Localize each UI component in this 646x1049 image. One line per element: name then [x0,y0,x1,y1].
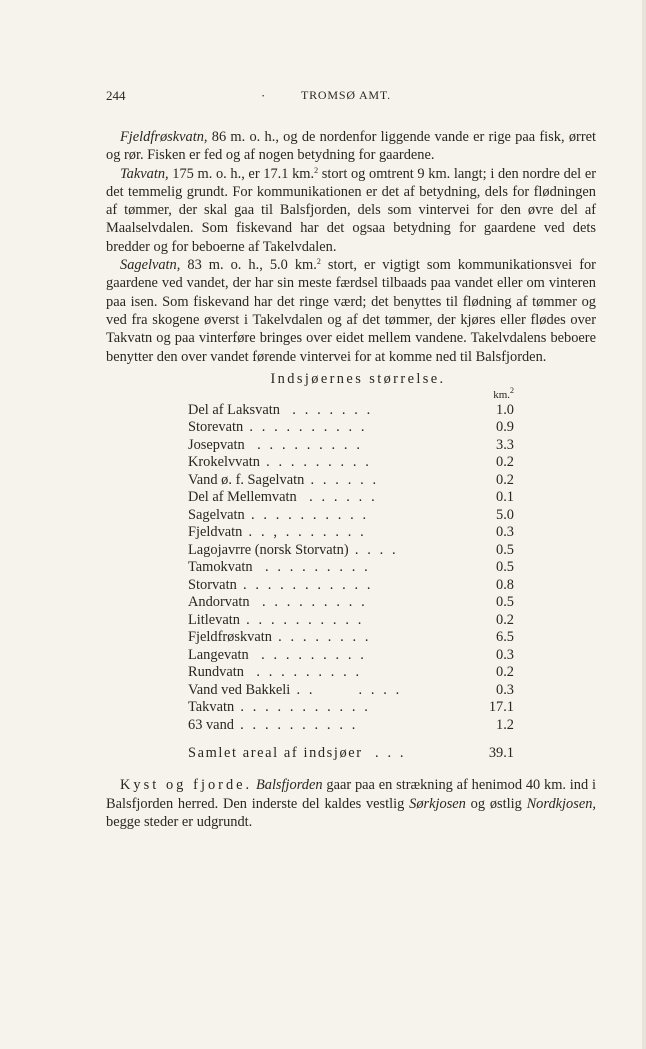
area-value: 1.2 [496,716,514,733]
lake-name-cell [188,682,474,700]
running-title: TROMSØ AMT. [301,88,391,102]
area-value: 0.1 [496,489,514,506]
page [106,88,596,831]
table-row [188,717,514,735]
table-row [188,682,514,700]
unit-row [188,388,514,402]
lake-name: Takvatn [188,699,235,716]
table-row [188,594,514,612]
superscript: 2 [314,165,319,175]
table-row [188,542,514,560]
dot-leader: . . . . . . . . . . . [236,576,374,593]
lake-name-cell [188,577,474,595]
dot-leader: . . . . . . . . . . . [234,699,371,716]
dot-leader: . . . . . . . . [271,629,372,646]
area-value: 0.9 [496,419,514,436]
dot-leader: . . . . . . . . . [259,454,372,471]
dot-leader: . . . . [348,541,399,558]
dot-leader: . . . . . . . . . . [243,419,368,436]
paragraph-text: 86 m. o. h., og de nordenfor liggende vande er rige paa fisk, ørret og rør. Fisken er fed og af nogen betydning for gaardene. [106,129,596,164]
area-value: 5.0 [496,506,514,523]
paragraph-text: 83 m. o. h., 5.0 km. [180,257,317,274]
dot-leader: . . . . . . . . . [249,594,368,611]
dot-leader: . . . . . . . . . . [239,611,364,628]
lake-name: Takvatn, [120,165,169,182]
paragraph-text: og østlig [465,795,527,812]
area-value: 0.5 [496,594,514,611]
lake-name-cell [188,559,474,577]
dot-leader: . . . . . . . . . [252,559,371,576]
body-text-coast [106,776,596,831]
table-row [188,577,514,595]
area-value: 0.2 [496,471,514,488]
lake-name: Lagojavrre (norsk Storvatn) [188,541,349,558]
area-value: 0.2 [496,611,514,628]
lake-name: Sagelvatn, [120,257,181,274]
lake-name: Storvatn [188,576,237,593]
lake-name-cell [188,402,474,420]
dot-leader: . . . . . . . . . . [233,716,358,733]
total-value: 39.1 [488,744,514,761]
paragraph-text: begge steder er udgrundt. [106,813,253,830]
area-value: 6.5 [496,629,514,646]
lake-name: Vand ved Bakkeli [188,681,291,698]
lake-name: Tamokvatn [188,559,253,576]
table-row [188,437,514,455]
paragraph-takvatn [106,165,596,256]
paragraph-text: 175 m. o. h., er 17.1 km. [168,165,315,182]
table-row [188,699,514,717]
lake-name-cell [188,472,474,490]
area-value: 0.2 [496,454,514,471]
dot-leader: . . . . . . . . . [244,436,363,453]
area-value: 0.5 [496,541,514,558]
lake-name: Josepvatn [188,436,245,453]
fjord-name: Nordkjosen, [526,795,596,812]
lake-name: Del af Mellemvatn [188,489,297,506]
lake-name: Fjeldfrøskvatn, [120,129,208,145]
table-row [188,664,514,682]
table-row [188,507,514,525]
table-row [188,402,514,420]
lake-name: Litlevatn [188,611,240,628]
area-value: 0.3 [496,681,514,698]
paragraph-text: stort og omtrent 9 km. langt; i den nordre del er det temmelig grundt. For kommunikationen er det af betydning, dels for flødningen af tømmer, der skal gaa til Balsfjorden, dels som vintervei for den øvre del af Maalselvdalen. Som fiskevand har det ogsaa betydning for gaardene ved dets bredder og for beboerne af Takelvdalen. [106,165,596,255]
unit-label [474,385,514,402]
unit-superscript: 2 [510,385,514,395]
dot-leader: . . . . . . . . . [243,664,362,681]
lake-name: Fjeldvatn [188,524,243,541]
table-row [188,524,514,542]
table-row [188,472,514,490]
fjord-name: Balsfjorden [255,777,323,794]
lake-name-cell [188,699,474,717]
area-value: 17.1 [488,699,514,716]
total-label: Samlet areal af indsjøer [188,744,363,761]
total-label-cell [188,734,474,762]
header-separator: · [261,88,266,103]
fjord-name: Sørkjosen [409,795,466,812]
lake-name-cell [188,664,474,682]
lake-name-cell [188,419,474,437]
table-row [188,419,514,437]
table-row [188,629,514,647]
lake-name: Krokelvvatn [188,454,260,471]
lake-name-cell [188,489,474,507]
paragraph-fjeldfroskvatn [106,128,596,165]
lake-name-cell [188,454,474,472]
area-value: 0.3 [496,524,514,541]
area-value: 0.2 [496,664,514,681]
area-value: 1.0 [496,401,514,418]
lake-name: Sagelvatn [188,506,245,523]
lake-name: Rundvatn [188,664,244,681]
lake-name-cell [188,542,474,560]
table-row [188,489,514,507]
dot-leader: . . . . . . . . . [248,646,367,663]
lake-name: Fjeldfrøskvatn [188,629,272,646]
dot-leader: . . , . . . . . . . [242,524,367,541]
lake-name-cell [188,594,474,612]
dot-leader: . . . . . . [290,681,402,698]
lake-name-cell [188,524,474,542]
running-header [106,88,596,108]
table-row [188,454,514,472]
paragraph-text: stort, er vigtigt som kommunikationsvei for gaardene ved vandet, der har sin meste færdsel tilbaads paa vandet eller om vinteren paa isen. Som fiskevand har det ringe værd; det benyttes til flødning af tømmer og ved fra skogene øverst i Takelvdalen og af det tømmer, der kjøres eller flødes over Takvatn og paa vinterføre bringes over eidet mellem vandene. Takelvdalens beboere benytter den over vandet førende vintervei for at komme ned til Balsfjorden. [106,257,596,365]
lake-name-cell [188,437,474,455]
lake-name: 63 vand [188,716,234,733]
total-row [188,734,514,762]
table-title: Indsjøernes størrelse. [270,370,446,387]
dot-leader: . . . . . . . . . . [244,506,369,523]
area-value: 0.8 [496,576,514,593]
dot-leader: . . . . . . [304,471,379,488]
area-value: 0.5 [496,559,514,576]
body-text [106,128,596,366]
paragraph-kyst [106,776,596,831]
lake-name-cell [188,717,474,735]
area-value: 3.3 [496,436,514,453]
lake-name-cell [188,507,474,525]
table-row [188,612,514,630]
lake-name-cell [188,629,474,647]
lake-name: Vand ø. f. Sagelvatn [188,471,305,488]
section-heading: Kyst og fjorde. [120,777,253,794]
table-row [188,559,514,577]
paragraph-sagelvatn [106,256,596,366]
lake-name: Storevatn [188,419,244,436]
dot-leader: . . . [362,744,407,761]
dot-leader: . . . . . . [296,489,378,506]
superscript: 2 [316,257,321,267]
page-number: 244 [106,88,126,103]
page-edge [642,0,646,1049]
table-row [188,647,514,665]
lake-name: Langevatn [188,646,249,663]
lake-name-cell [188,612,474,630]
lake-name: Del af Laksvatn [188,401,280,418]
lake-size-table [188,385,514,763]
lake-name: Andorvatn [188,594,250,611]
lake-name-cell [188,647,474,665]
paragraph-text: gaar paa en strækning af henimod 40 km. ind i Balsfjorden herred. Den inderste del kaldes vestlig [106,777,596,812]
unit-text: km. [493,388,510,401]
area-value: 0.3 [496,646,514,663]
dot-leader: . . . . . . . [279,401,373,418]
